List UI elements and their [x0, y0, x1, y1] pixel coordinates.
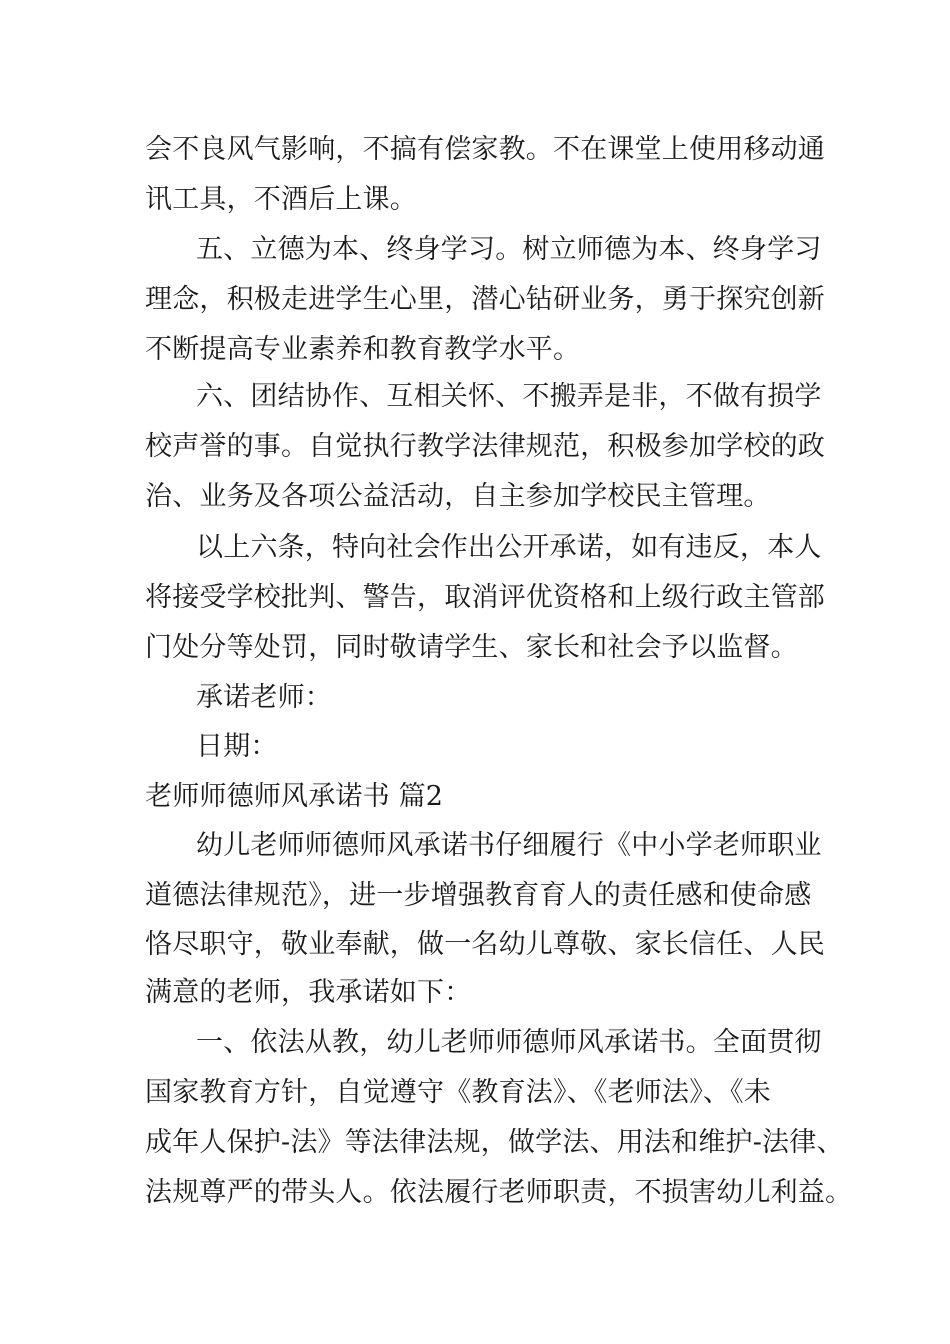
paragraph-heading: 五、立德为本、终身学习。树立师德为本、终身学习: [196, 234, 822, 265]
text-line: 恪尽职守，敬业奉献，做一名幼儿尊敬、家长信任、人民: [145, 929, 825, 960]
text-line: 理念，积极走进学生心里，潜心钻研业务，勇于探究创新: [145, 284, 825, 315]
text-line: 满意的老师，我承诺如下：: [145, 977, 472, 1008]
text-line: 讯工具，不酒后上课。: [145, 184, 417, 215]
text-line: 会不良风气影响，不搞有偿家教。不在课堂上使用移动通: [145, 134, 825, 165]
paragraph-heading: 六、团结协作、互相关怀、不搬弄是非，不做有损学: [196, 381, 822, 412]
section-title: 老师师德师风承诺书 篇2: [145, 781, 444, 812]
paragraph-heading: 一、依法从教，幼儿老师师德师风承诺书。全面贯彻: [196, 1027, 822, 1058]
text-line: 国家教育方针，自觉遵守《教育法》、《老师法》、《未: [145, 1077, 771, 1108]
text-line: 不断提高专业素养和教育教学水平。: [145, 334, 581, 365]
text-line: 将接受学校批判、警告，取消评优资格和上级行政主管部: [145, 582, 825, 613]
text-line: 法规尊严的带头人。依法履行老师职责，不损害幼儿利益。: [145, 1177, 853, 1208]
text-line: 门处分等处罚，同时敬请学生、家长和社会予以监督。: [145, 632, 798, 663]
text-line: 道德法律规范》，进一步增强教育育人的责任感和使命感: [145, 880, 812, 911]
paragraph-start: 以上六条，特向社会作出公开承诺，如有违反，本人: [196, 532, 822, 563]
text-line: 成年人保护-法》等法律法规，做学法、用法和维护-法律、: [145, 1127, 844, 1158]
date-label: 日期：: [196, 731, 278, 762]
text-line: 校声誉的事。自觉执行教学法律规范，积极参加学校的政: [145, 431, 825, 462]
paragraph-start: 幼儿老师师德师风承诺书仔细履行《中小学老师职业: [196, 830, 822, 861]
text-line: 治、业务及各项公益活动，自主参加学校民主管理。: [145, 481, 771, 512]
signature-label: 承诺老师：: [196, 682, 332, 713]
